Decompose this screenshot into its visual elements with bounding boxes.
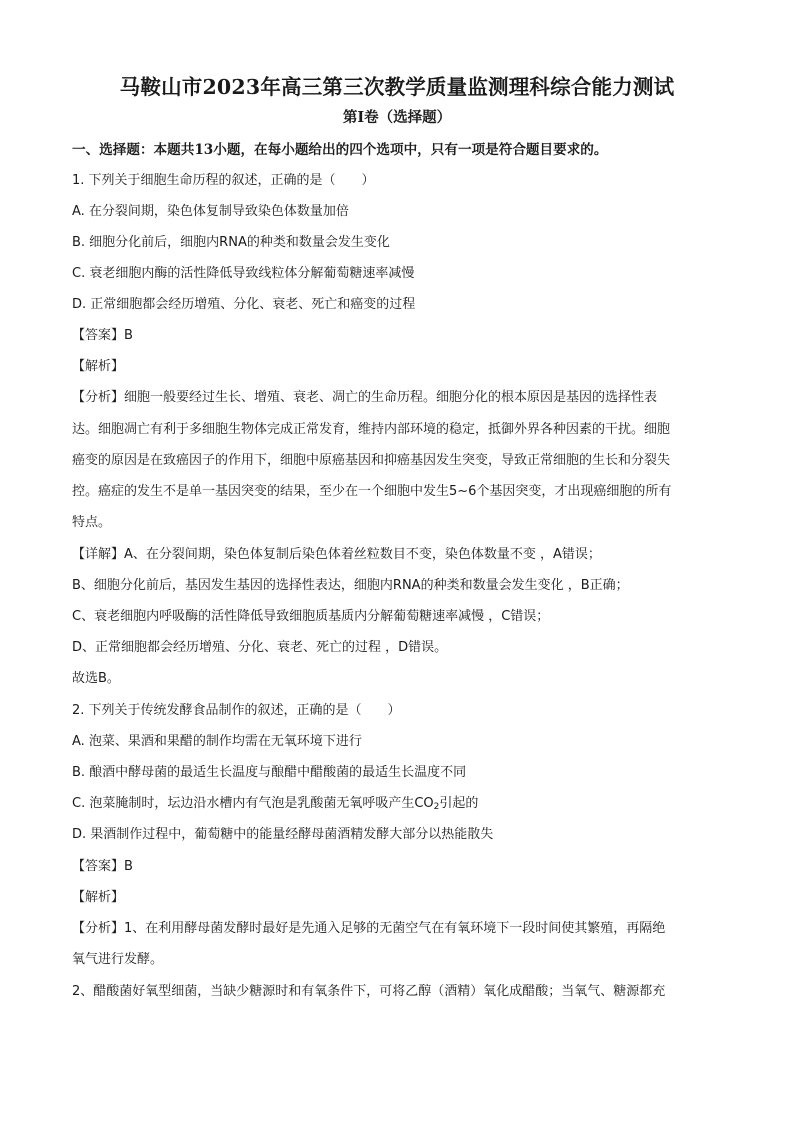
volume-heading: 第I卷（选择题） <box>342 109 452 126</box>
q2-option-c-text: C. 泡菜腌制时，坛边沿水槽内有气泡是乳酸菌无氧呼吸产生CO <box>72 796 434 811</box>
q1-analysis-line: 特点。 <box>72 515 112 530</box>
q1-detail-line: B、细胞分化前后，基因发生基因的选择性表达，细胞内RNA的种类和数量会发生变化 ，B正确； <box>72 578 629 593</box>
q1-detail-line: 【详解】A、在分裂间期，染色体复制后染色体着丝粒数目不变，染色体数量不变 ，A错误； <box>72 547 601 562</box>
q1-answer: 【答案】B <box>72 328 133 343</box>
q1-analysis-line: 达。细胞凋亡有利于多细胞生物体完成正常发育，维持内部环境的稳定，抵御外界各种因素的干扰。细胞 <box>72 422 671 437</box>
q1-conclusion: 故选B。 <box>72 671 120 686</box>
q1-analysis-line: 癌变的原因是在致癌因子的作用下，细胞中原癌基因和抑癌基因发生突变，导致正常细胞的生长和分裂失 <box>72 453 671 468</box>
q1-option-c: C. 衰老细胞内酶的活性降低导致线粒体分解葡萄糖速率减慢 <box>72 266 415 281</box>
q2-option-b: B. 酿酒中酵母菌的最适生长温度与酿醋中醋酸菌的最适生长温度不同 <box>72 765 467 780</box>
q2-analysis-line: 【分析】1、在利用酵母菌发酵时最好是先通入足够的无菌空气在有氧环境下一段时间使其繁殖，再隔绝 <box>72 921 666 936</box>
q1-option-d: D. 正常细胞都会经历增殖、分化、衰老、死亡和癌变的过程 <box>72 297 416 312</box>
q2-analysis-line: 2、醋酸菌好氧型细菌，当缺少糖源时和有氧条件下，可将乙醇（酒精）氧化成醋酸；当氧气、糖源都充 <box>72 984 666 999</box>
q1-option-a: A. 在分裂间期，染色体复制导致染色体数量加倍 <box>72 204 349 219</box>
q1-detail-line: D、正常细胞都会经历增殖、分化、衰老、死亡的过程 ，D错误。 <box>72 640 448 655</box>
q1-analysis-line: 控。癌症的发生不是单一基因突变的结果，至少在一个细胞中发生5~6个基因突变，才出现癌细胞的所有 <box>72 484 672 499</box>
q1-analysis-label: 【解析】 <box>72 359 125 374</box>
q2-stem: 2. 下列关于传统发酵食品制作的叙述，正确的是（ ） <box>72 703 401 718</box>
q1-detail-line: C、衰老细胞内呼吸酶的活性降低导致细胞质基质内分解葡萄糖速率减慢 ，C错误； <box>72 609 550 624</box>
q2-option-c-text-end: 引起的 <box>439 796 479 811</box>
section-heading: 一、选择题：本题共13小题，在每小题给出的四个选项中，只有一项是符合题目要求的。 <box>72 142 608 158</box>
q2-answer: 【答案】B <box>72 859 133 874</box>
q2-analysis-line: 氧气进行发酵。 <box>72 952 164 967</box>
q2-option-a: A. 泡菜、果酒和果醋的制作均需在无氧环境下进行 <box>72 734 362 749</box>
page-title: 马鞍山市2023年高三第三次教学质量监测理科综合能力测试 <box>119 75 675 99</box>
q1-analysis-line: 【分析】细胞一般要经过生长、增殖、衰老、凋亡的生命历程。细胞分化的根本原因是基因的选择性表 <box>72 390 658 405</box>
q2-option-c-subscript: 2 <box>433 802 440 812</box>
q2-option-c <box>72 794 732 814</box>
q2-option-d: D. 果酒制作过程中，葡萄糖中的能量经酵母菌酒精发酵大部分以热能散失 <box>72 827 494 842</box>
q2-analysis-label: 【解析】 <box>72 890 125 905</box>
q1-stem: 1. 下列关于细胞生命历程的叙述，正确的是（ ） <box>72 173 375 188</box>
q1-option-b: B. 细胞分化前后，细胞内RNA的种类和数量会发生变化 <box>72 235 390 250</box>
